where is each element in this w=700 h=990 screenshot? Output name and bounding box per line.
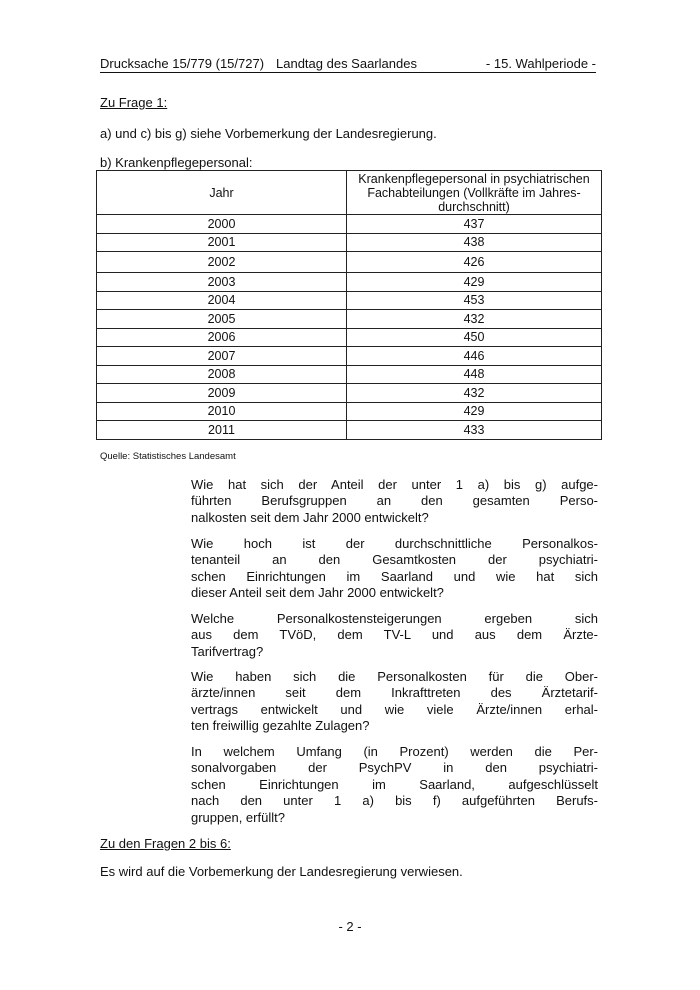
question-line: führten Berufsgruppen an den gesamten Perso- bbox=[191, 493, 598, 509]
cell-value: 446 bbox=[347, 347, 602, 366]
cell-year: 2007 bbox=[97, 347, 347, 366]
cell-value: 432 bbox=[347, 384, 602, 403]
cell-value: 433 bbox=[347, 421, 602, 440]
cell-year: 2002 bbox=[97, 252, 347, 273]
question-line: In welchem Umfang (in Prozent) werden die Per- bbox=[191, 744, 598, 759]
table-row bbox=[97, 365, 602, 384]
question-line: nalkosten seit dem Jahr 2000 entwickelt? bbox=[191, 509, 429, 525]
table-row bbox=[97, 273, 602, 292]
table-row bbox=[97, 215, 602, 234]
cell-value: 426 bbox=[347, 252, 602, 273]
column-header-staff bbox=[347, 171, 602, 215]
cell-year: 2003 bbox=[97, 273, 347, 292]
table-row bbox=[97, 421, 602, 440]
header-period: - 15. Wahlperiode - bbox=[485, 56, 596, 71]
question-5 bbox=[191, 669, 598, 735]
question-3 bbox=[191, 536, 598, 602]
cell-year: 2001 bbox=[97, 233, 347, 252]
cell-year: 2011 bbox=[97, 421, 347, 440]
cell-value: 448 bbox=[347, 365, 602, 384]
cell-year: 2008 bbox=[97, 365, 347, 384]
question-line: Wie haben sich die Personalkosten für die Ober- bbox=[191, 669, 598, 684]
question-line: ten freiwillig gezahlte Zulagen? bbox=[191, 718, 370, 734]
questions-2-6-heading: Zu den Fragen 2 bis 6: bbox=[100, 836, 231, 851]
question-line: nach den unter 1 a) bis f) aufgeführten Berufs- bbox=[191, 793, 598, 809]
cell-year: 2004 bbox=[97, 291, 347, 310]
question-2 bbox=[191, 477, 598, 526]
question-line: Wie hoch ist der durchschnittliche Personalkos- bbox=[191, 536, 598, 551]
table-row bbox=[97, 384, 602, 403]
answer-1-b-text: b) Krankenpflegepersonal: bbox=[100, 155, 253, 170]
table-row bbox=[97, 347, 602, 366]
cell-year: 2000 bbox=[97, 215, 347, 234]
column-header-staff-line: durchschnitt) bbox=[438, 199, 510, 214]
column-header-staff-line: Fachabteilungen (Vollkräfte im Jahres- bbox=[367, 185, 581, 200]
header-parliament: Landtag des Saarlandes bbox=[276, 56, 417, 71]
cell-value: 429 bbox=[347, 273, 602, 292]
question-line: vertrags entwickelt und wie viele Ärzte/innen erhal- bbox=[191, 701, 598, 717]
question-line: dieser Anteil seit dem Jahr 2000 entwickelt? bbox=[191, 585, 444, 601]
answer-1-a-text: a) und c) bis g) siehe Vorbemerkung der Landesregierung. bbox=[100, 126, 437, 141]
table-row bbox=[97, 291, 602, 310]
table-source-note: Quelle: Statistisches Landesamt bbox=[100, 451, 236, 462]
question-6 bbox=[191, 744, 598, 826]
cell-value: 432 bbox=[347, 310, 602, 329]
column-header-staff-line: Krankenpflegepersonal in psychiatrischen bbox=[358, 171, 590, 186]
table-row bbox=[97, 310, 602, 329]
question-line: schen Einrichtungen im Saarland und wie hat sich bbox=[191, 568, 598, 584]
question-line: Welche Personalkostensteigerungen ergeben sich bbox=[191, 611, 598, 626]
table-row bbox=[97, 233, 602, 252]
table-row bbox=[97, 328, 602, 347]
question-line: sonalvorgaben der PsychPV in den psychiatri- bbox=[191, 760, 598, 776]
cell-year: 2005 bbox=[97, 310, 347, 329]
column-header-year: Jahr bbox=[97, 171, 347, 215]
questions-2-6-answer: Es wird auf die Vorbemerkung der Landesregierung verwiesen. bbox=[100, 864, 463, 879]
page-number: - 2 - bbox=[338, 919, 362, 934]
nursing-staff-table bbox=[96, 170, 602, 440]
question-line: Wie hat sich der Anteil der unter 1 a) bis g) aufge- bbox=[191, 477, 598, 492]
cell-value: 450 bbox=[347, 328, 602, 347]
question-line: ärzte/innen seit dem Inkrafttreten des Ärztetarif- bbox=[191, 685, 598, 701]
question-line: gruppen, erfüllt? bbox=[191, 809, 285, 825]
cell-value: 437 bbox=[347, 215, 602, 234]
question-4 bbox=[191, 611, 598, 660]
question-line: schen Einrichtungen im Saarland, aufgeschlüsselt bbox=[191, 776, 598, 792]
cell-year: 2010 bbox=[97, 402, 347, 421]
cell-value: 429 bbox=[347, 402, 602, 421]
page-header bbox=[100, 56, 596, 73]
table-row bbox=[97, 252, 602, 273]
cell-year: 2006 bbox=[97, 328, 347, 347]
cell-value: 453 bbox=[347, 291, 602, 310]
question-line: tenanteil an den Gesamtkosten der psychiatri- bbox=[191, 552, 598, 568]
cell-value: 438 bbox=[347, 233, 602, 252]
cell-year: 2009 bbox=[97, 384, 347, 403]
question-line: Tarifvertrag? bbox=[191, 643, 264, 659]
table-row bbox=[97, 402, 602, 421]
question-line: aus dem TVöD, dem TV-L und aus dem Ärzte- bbox=[191, 627, 598, 643]
table-header-row bbox=[97, 171, 602, 215]
header-document-number: Drucksache 15/779 (15/727) bbox=[100, 56, 265, 71]
question-1-heading: Zu Frage 1: bbox=[100, 95, 168, 110]
